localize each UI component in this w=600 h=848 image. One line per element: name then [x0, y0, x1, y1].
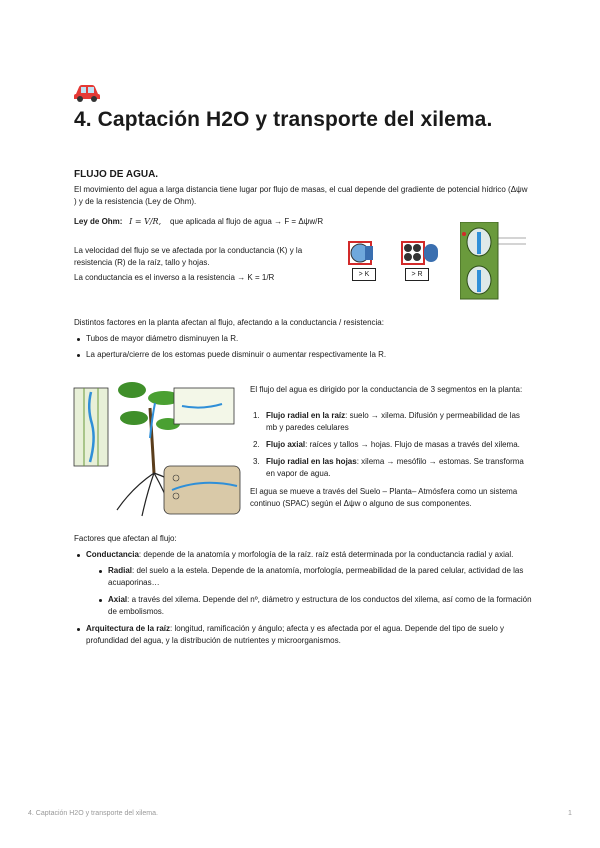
factores-list [74, 549, 534, 652]
segments-list [253, 410, 533, 485]
list-item: Axial: a través del xilema. Depende del nº, diámetro y estructura de los conductos del xilema, así como de la formación de embolismos. [96, 594, 534, 618]
conductancia-text: La conductancia es el inverso a la resistencia → K = 1/R [74, 273, 275, 282]
xylem-diagram [460, 222, 528, 300]
ohm-formula: I = V/R, [129, 217, 162, 226]
footer-text: 4. Captación H2O y transporte del xilema. [28, 810, 158, 817]
list-item: La apertura/cierre de los estomas puede disminuir o aumentar respectivamente la R. [74, 349, 534, 361]
page-title: 4. Captación H2O y transporte del xilema. [74, 108, 493, 131]
ohm-law [74, 216, 344, 228]
list-item: Tubos de mayor diámetro disminuyen la R. [74, 333, 534, 345]
velocidad-text: La velocidad del flujo se ve afectada por la conductancia (K) y la resistencia (R) de la raíz, tallo y hojas. [74, 246, 303, 267]
list-item: 1. Flujo radial en la raíz: suelo → xilema. Difusión y permeabilidad de las mb y paredes celulares [253, 411, 520, 432]
list-item: 3. Flujo radial en las hojas: xilema → mesófilo → estomas. Se transforma en vapor de agua. [253, 457, 524, 478]
list-item: Arquitectura de la raíz: longitud, ramificación y ángulo; afecta y es afectada por el agua. Depende del tipo de suelo y profundidad del agua, y la distribución de nutrientes y microorganismos. [74, 623, 534, 647]
page-number: 1 [568, 810, 572, 817]
list-item: Conductancia: depende de la anatomía y morfología de la raíz. raíz está determinada por la conductancia radial y axial. Radial: del suelo a la estela. Depende de la anatomía, morfología, permeabilidad de la pared celular, actividad de las acuaporinas… Axial: a través del xilema. Depende del nº, diámetro y estructura de los conductos del xilema, así como de la formación de embolismos. [74, 549, 534, 618]
list-item: 2. Flujo axial: raíces y tallos → hojas. Flujo de masas a través del xilema. [253, 440, 520, 449]
list-item: Radial: del suelo a la estela. Depende de la anatomía, morfología, permeabilidad de la pared celular, actividad de las acuaporinas… [96, 565, 534, 589]
spac-text: El agua se mueve a través del Suelo – Planta– Atmósfera como un sistema continuo (SPAC) según el Δψw o alguno de sus componentes. [250, 487, 518, 508]
flujo-intro: El movimiento del agua a larga distancia tiene lugar por flujo de masas, el cual depende del gradiente de potencial hídrico (Δψw ) y de la resistencia (Ley de Ohm). [74, 185, 528, 206]
segments-intro: El flujo del agua es dirigido por la conductancia de 3 segmentos en la planta: [250, 385, 523, 394]
label-k: > K [352, 268, 376, 281]
ohm-label: Ley de Ohm: [74, 217, 123, 226]
section-heading-flujo: FLUJO DE AGUA. [74, 169, 159, 180]
ohm-text: que aplicada al flujo de agua → F = Δψw/R [170, 217, 324, 226]
car-icon [72, 80, 102, 104]
label-r: > R [405, 268, 429, 281]
plant-diagram [72, 378, 242, 518]
factors-list [74, 333, 534, 365]
factores-intro: Factores que afectan al flujo: [74, 534, 177, 543]
factors-intro: Distintos factores en la planta afectan al flujo, afectando a la conductancia / resistencia: [74, 318, 384, 327]
